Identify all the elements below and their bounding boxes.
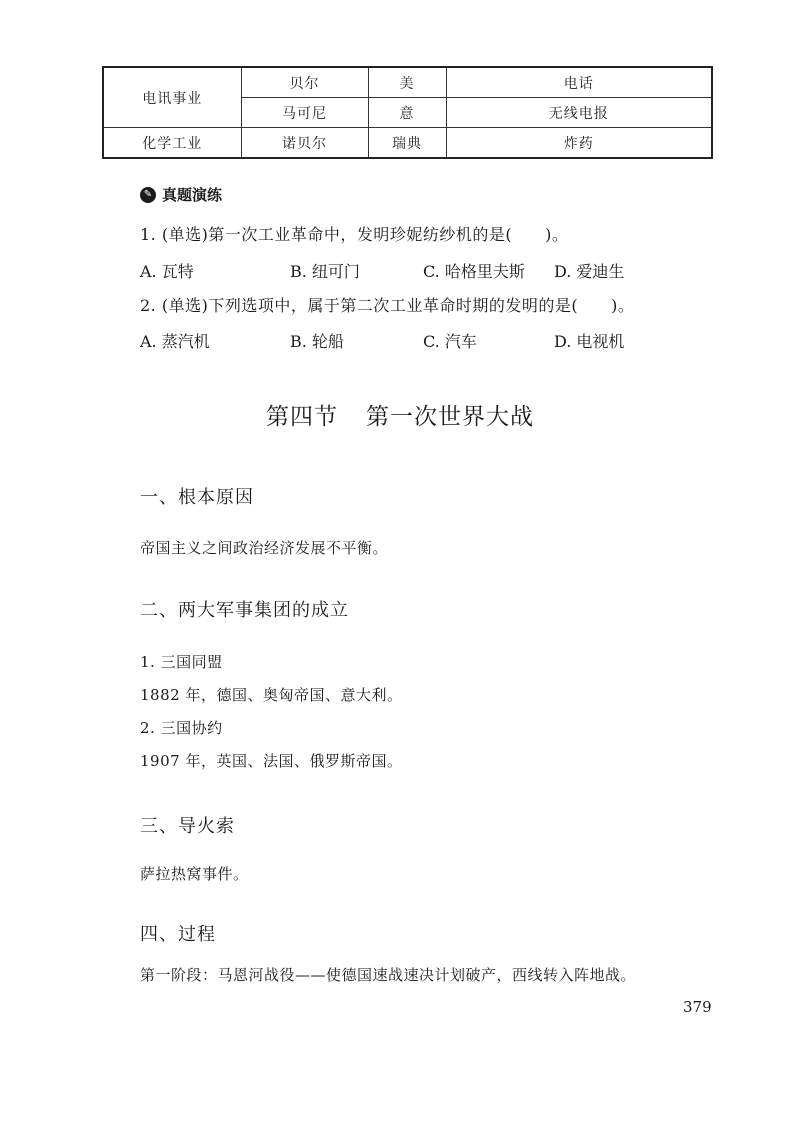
q2-option-c: C. 汽车 — [423, 332, 477, 351]
q2-option-a: A. 蒸汽机 — [140, 332, 210, 351]
question-2: 2. (单选)下列选项中，属于第二次工业革命时期的发明的是( )。 — [140, 296, 635, 315]
section-number: 第四节 — [266, 404, 338, 430]
heading-military-blocs: 二、两大军事集团的成立 — [140, 600, 349, 621]
pen-icon: ✎ — [140, 187, 156, 203]
question-1: 1. (单选)第一次工业革命中，发明珍妮纺纱机的是( )。 — [140, 225, 569, 244]
q1-option-a: A. 瓦特 — [140, 262, 194, 281]
page-number: 379 — [683, 998, 712, 1016]
text-process: 第一阶段：马恩河战役——使德国速战速决计划破产，西线转入阵地战。 — [140, 966, 637, 984]
table-cell-country: 瑞典 — [368, 128, 446, 159]
q1-option-c: C. 哈格里夫斯 — [423, 262, 525, 281]
q2-option-d: D. 电视机 — [554, 332, 625, 351]
table-cell-person: 贝尔 — [241, 67, 368, 98]
text-trigger: 萨拉热窝事件。 — [140, 865, 249, 883]
subheading-triple-alliance: 1. 三国同盟 — [140, 653, 223, 671]
table-cell-person: 诺贝尔 — [241, 128, 368, 159]
table-cell-invention: 无线电报 — [446, 98, 712, 128]
table-cell-invention: 电话 — [446, 67, 712, 98]
heading-trigger: 三、导火索 — [140, 816, 235, 837]
table-cell-country: 意 — [368, 98, 446, 128]
subheading-triple-entente: 2. 三国协约 — [140, 719, 223, 737]
page-title — [0, 398, 800, 431]
table-cell-field: 化学工业 — [103, 128, 241, 159]
practice-heading-label: 真题演练 — [162, 186, 223, 204]
table-cell-invention: 炸药 — [446, 128, 712, 159]
text-triple-entente: 1907 年，英国、法国、俄罗斯帝国。 — [140, 752, 403, 770]
text-triple-alliance: 1882 年，德国、奥匈帝国、意大利。 — [140, 686, 403, 704]
inventions-table — [102, 66, 713, 159]
table-cell-country: 美 — [368, 67, 446, 98]
q2-option-b: B. 轮船 — [290, 332, 344, 351]
heading-process: 四、过程 — [140, 924, 216, 945]
table-cell-person: 马可尼 — [241, 98, 368, 128]
q1-option-d: D. 爱迪生 — [554, 262, 625, 281]
section-title: 第一次世界大战 — [366, 404, 534, 430]
q1-option-b: B. 纽可门 — [290, 262, 360, 281]
table-row — [103, 67, 712, 98]
table-cell-field: 电讯事业 — [103, 67, 241, 128]
table-row — [103, 128, 712, 159]
text-root-cause: 帝国主义之间政治经济发展不平衡。 — [140, 539, 389, 557]
heading-root-cause: 一、根本原因 — [140, 487, 254, 508]
practice-heading — [140, 184, 222, 205]
